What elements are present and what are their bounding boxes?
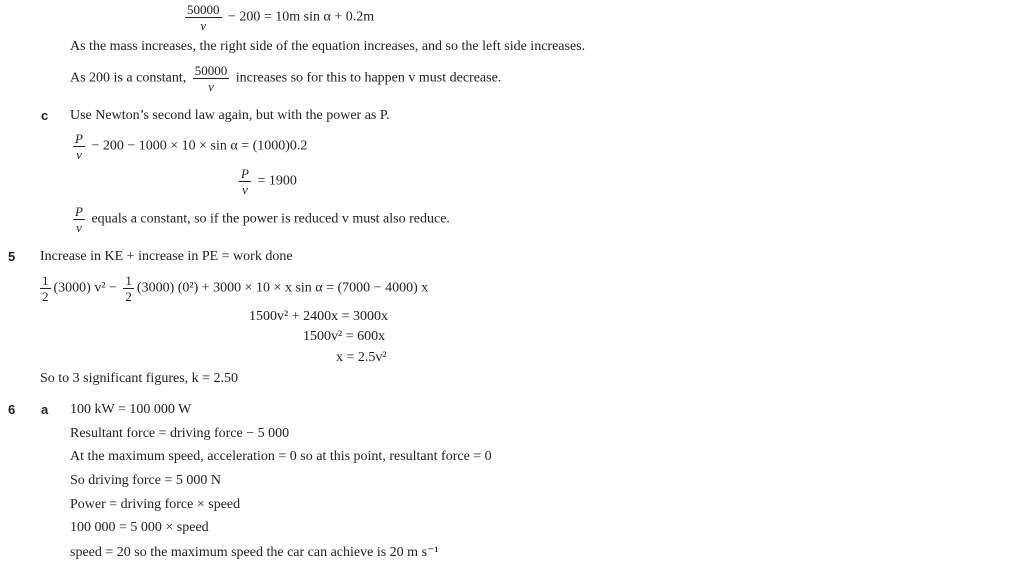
paragraph-text: As the mass increases, the right side of the equation increases, and so the left side increases.	[70, 39, 586, 54]
fraction-numerator: 50000	[187, 2, 220, 17]
fraction-numerator: P	[75, 204, 83, 219]
fraction-denominator: v	[76, 147, 82, 162]
text-line-q6-2	[70, 426, 289, 442]
fraction	[123, 273, 134, 304]
paragraph-text: speed = 20 so the maximum speed the car can achieve is 20 m s⁻¹	[70, 545, 439, 560]
paragraph-text: Increase in KE + increase in PE = work done	[40, 249, 293, 264]
fraction-numerator: P	[241, 166, 249, 181]
fraction-numerator: 1	[42, 273, 49, 288]
part-label-a: a	[41, 402, 49, 417]
equation-line-q5-4	[303, 329, 385, 345]
equation-text: 1500v² + 2400x = 3000x	[249, 309, 388, 324]
paragraph-text: increases so for this to happen v must decrease.	[235, 70, 502, 86]
text-line-q6-3	[70, 449, 492, 465]
question-number-5: 5	[8, 249, 16, 264]
question-number-6: 6	[8, 402, 16, 417]
equation-text: x = 2.5v²	[336, 350, 387, 365]
equation-text: (3000) v² −	[53, 280, 117, 296]
text-line-q6-1	[70, 402, 191, 418]
fraction	[73, 204, 85, 235]
equation-line-q5-5	[336, 350, 387, 366]
part-label-c: c	[41, 108, 49, 123]
text-line-q6-6	[70, 520, 209, 536]
text-line-c4	[70, 204, 450, 235]
text-line-q6-4	[70, 473, 221, 489]
equation-line-1	[182, 2, 374, 33]
equation-text: (3000) (0²) + 3000 × 10 × x sin α = (7000 − 4000) x	[136, 280, 429, 296]
fraction-numerator: 50000	[194, 63, 228, 78]
equation-text: 1500v² = 600x	[303, 329, 386, 344]
text-line-q6-7	[70, 545, 439, 561]
paragraph-text: So driving force = 5 000 N	[70, 473, 221, 488]
equation-text: − 200 = 10m sin α + 0.2m	[228, 9, 375, 25]
paragraph-text: equals a constant, so if the power is reduced v must also reduce.	[91, 211, 450, 227]
fraction	[185, 2, 222, 33]
fraction-numerator: P	[75, 131, 83, 146]
fraction-denominator: v	[208, 79, 214, 94]
fraction-denominator: v	[242, 182, 248, 197]
paragraph-text: 100 kW = 100 000 W	[70, 402, 192, 417]
equation-line-q5-3	[249, 309, 388, 325]
fraction	[73, 131, 85, 162]
paragraph-text: Resultant force = driving force − 5 000	[70, 426, 290, 441]
text-line-2	[70, 39, 585, 55]
paragraph-text: 100 000 = 5 000 × speed	[70, 520, 209, 535]
equation-line-c3	[236, 166, 297, 197]
paragraph-text: Power = driving force × speed	[70, 497, 241, 512]
fraction-numerator: 1	[125, 273, 132, 288]
text-line-q5-6	[40, 371, 238, 387]
fraction-denominator: 2	[42, 289, 49, 304]
text-line-3	[70, 63, 501, 94]
fraction	[40, 273, 51, 304]
fraction-denominator: v	[76, 220, 82, 235]
paragraph-text: Use Newton’s second law again, but with the power as P.	[70, 108, 390, 123]
fraction	[239, 166, 251, 197]
paragraph-text: At the maximum speed, acceleration = 0 so at this point, resultant force = 0	[70, 449, 492, 464]
fraction-denominator: v	[200, 18, 207, 33]
equation-line-c2	[70, 131, 307, 162]
paragraph-text: So to 3 significant figures, k = 2.50	[40, 371, 239, 386]
fraction	[193, 63, 230, 94]
text-line-c1	[70, 108, 390, 124]
fraction-denominator: 2	[125, 289, 132, 304]
equation-line-q5-2	[40, 273, 428, 304]
paragraph-text: As 200 is a constant,	[70, 70, 187, 86]
text-line-q6-5	[70, 497, 240, 513]
text-line-q5-1	[40, 249, 293, 265]
equation-text: = 1900	[257, 173, 297, 189]
equation-text: − 200 − 1000 × 10 × sin α = (1000)0.2	[91, 138, 308, 154]
